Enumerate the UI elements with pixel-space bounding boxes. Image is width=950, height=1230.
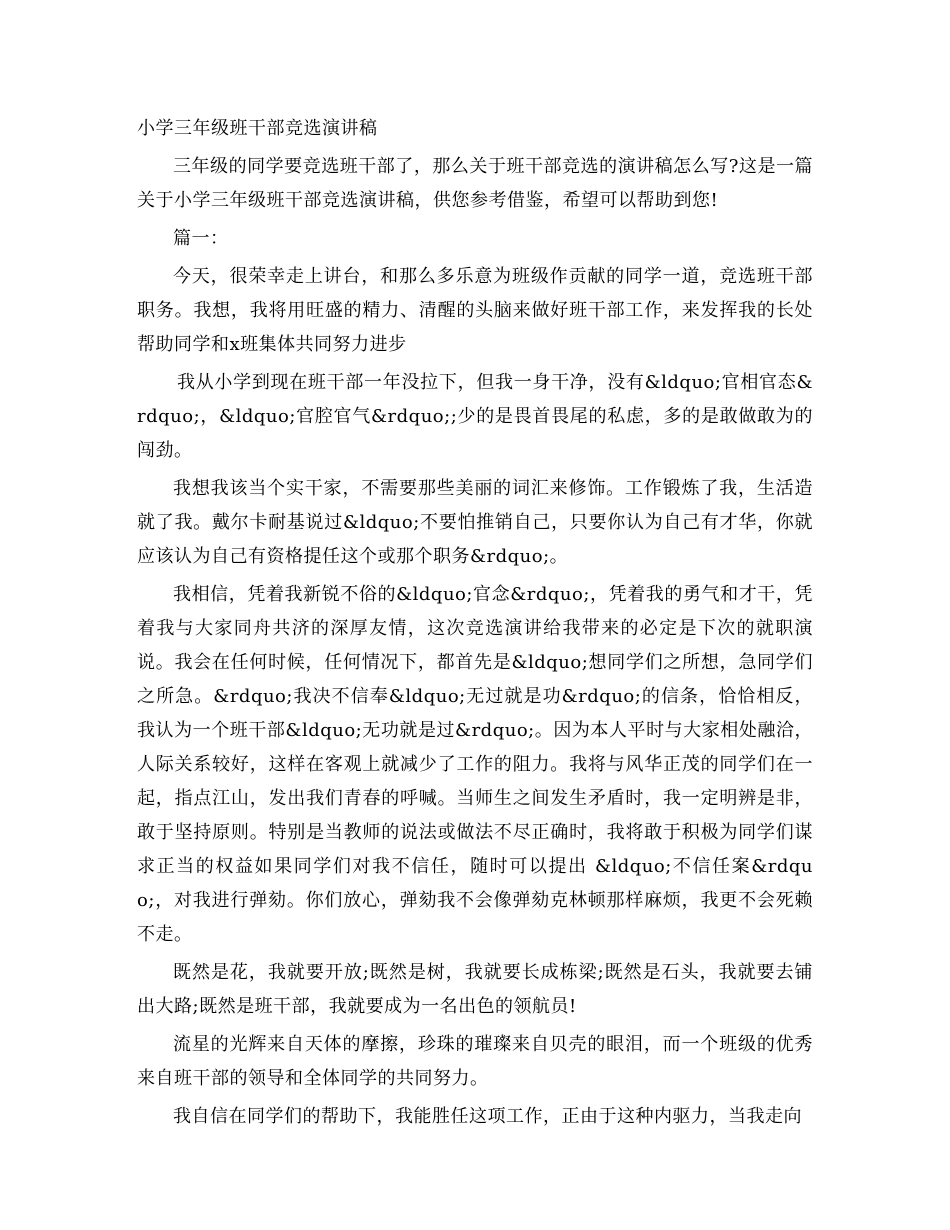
- document-page: [137, 112, 813, 1138]
- paragraph-resolve: 既然是花，我就要开放;既然是树，我就要长成栋梁;既然是石头，我就要去铺出大路;既然是班干部，我就要成为一名出色的领航员!: [137, 962, 813, 1017]
- paragraph-intro: 三年级的同学要竞选班干部了，那么关于班干部竞选的演讲稿怎么写?这是一篇关于小学三年级班干部竞选演讲稿，供您参考借鉴，希望可以帮助到您!: [137, 156, 813, 211]
- paragraph-confidence: 我自信在同学们的帮助下，我能胜任这项工作，正由于这种内驱力，当我走向: [173, 1106, 802, 1127]
- paragraph-section-heading: 篇一：: [173, 228, 229, 249]
- paragraph-opening: 今天，很荣幸走上讲台，和那么多乐意为班级作贡献的同学一道，竞选班干部职务。我想，我将用旺盛的精力、清醒的头脑来做好班干部工作，来发挥我的长处帮助同学和x班集体共同努力进步: [137, 266, 813, 355]
- paragraph-promise: 我相信，凭着我新锐不俗的&ldquo;官念&rdquo;，凭着我的勇气和才干，凭着我与大家同舟共济的深厚友情，这次竞选演讲给我带来的必定是下次的就职演说。我会在任何时候，任何情况下，都首先是&ldquo;想同学们之所想，急同学们之所急。&rdquo;我决不信奉&ldquo;无过就是功&rdquo;的信条，恰恰相反，我认为一个班干部&ldquo;无功就是过&rdquo;。因为本人平时与大家相处融洽，人际关系较好，这样在客观上就减少了工作的阻力。我将与风华正茂的同学们在一起，指点江山，发出我们青春的呼喊。当师生之间发生矛盾时，我一定明辨是非，敢于坚持原则。特别是当教师的说法或做法不尽正确时，我将敢于积极为同学们谋求正当的权益如果同学们对我不信任，随时可以提出 &ldquo;不信任案&rdquo;，对我进行弹劾。你们放心，弹劾我不会像弹劾克林顿那样麻烦，我更不会死赖不走。: [137, 584, 813, 945]
- paragraph-metaphor: 流星的光辉来自天体的摩擦，珍珠的璀璨来自贝壳的眼泪，而一个班级的优秀来自班干部的领导和全体同学的共同努力。: [137, 1034, 813, 1089]
- paragraph-pragmatist: 我想我该当个实干家，不需要那些美丽的词汇来修饰。工作锻炼了我，生活造就了我。戴尔卡耐基说过&ldquo;不要怕推销自己，只要你认为自己有才华，你就应该认为自己有资格提任这个或那个职务&rdquo;。: [137, 478, 813, 567]
- paragraph-experience: 我从小学到现在班干部一年没拉下，但我一身干净，没有&ldquo;官相官态&rdquo;，&ldquo;官腔官气&rdquo;;少的是畏首畏尾的私虑，多的是敢做敢为的闯劲。: [137, 372, 813, 461]
- document-title: 小学三年级班干部竞选演讲稿: [137, 118, 378, 139]
